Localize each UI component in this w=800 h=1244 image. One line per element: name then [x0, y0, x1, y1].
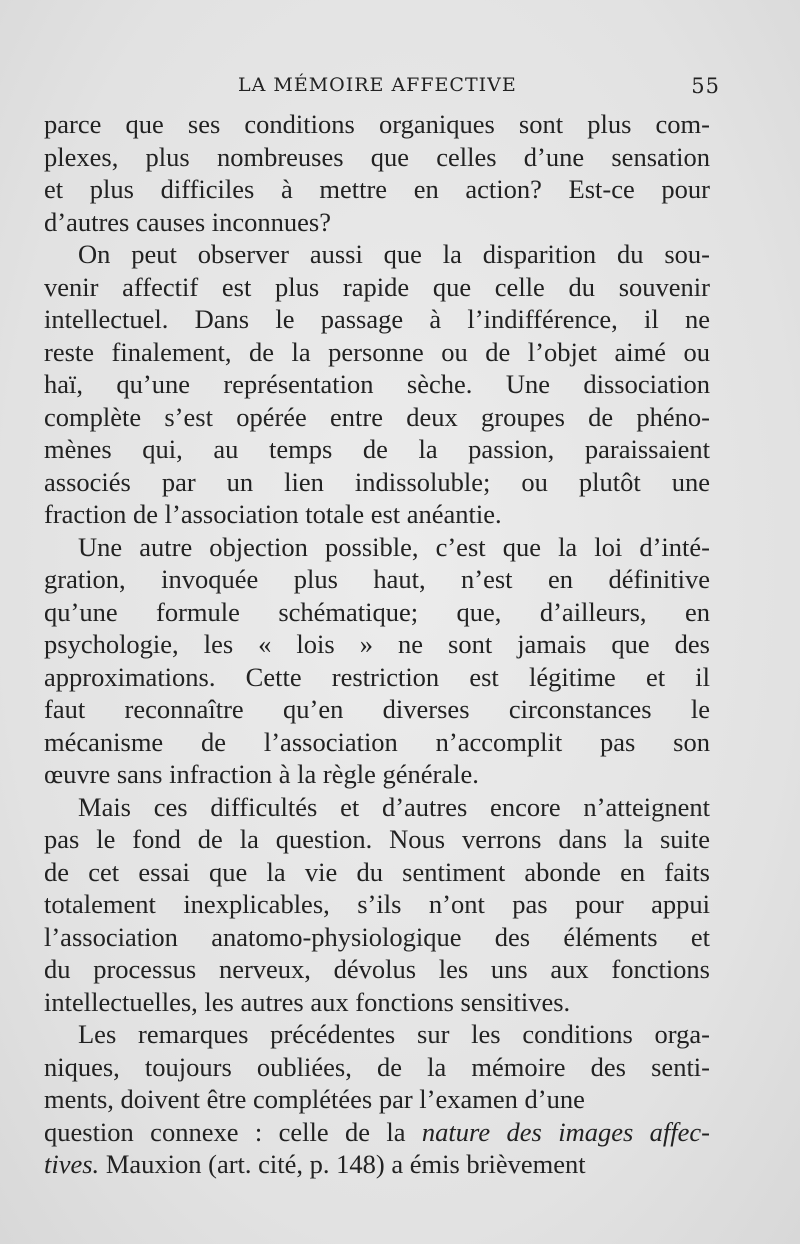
text-line: intellectuelles, les autres aux fonctions sensitives. [44, 986, 571, 1017]
paragraph [44, 791, 710, 1019]
text-line: associés par un lien indissoluble; ou plutôt une [44, 466, 710, 497]
text-line: On peut observer aussi que la disparition du sou- [78, 239, 710, 269]
text-line: haï, qu’une représentation sèche. Une dissociation [44, 369, 710, 399]
text-line: faut reconnaître qu’en diverses circonstances le [44, 694, 710, 724]
text-line: fraction de l’association totale est anéantie. [44, 499, 502, 529]
text-line: de cet essai que la vie du sentiment abonde en faits [44, 856, 710, 887]
text-line: pas le fond de la question. Nous verrons dans la suite [44, 824, 710, 854]
text-line: Les remarques précédentes sur les conditions orga- [78, 1019, 710, 1049]
text-line: et plus difficiles à mettre en action? Est-ce pour [44, 174, 710, 204]
text-segment: Mauxion (art. cité, p. 148) a émis brièvement [99, 1149, 586, 1179]
italic-text-segment: nature des images affec- [421, 1116, 710, 1147]
paragraph [44, 1018, 710, 1116]
text-line: mécanisme de l’association n’accomplit pas son [44, 726, 710, 757]
italic-text-segment: tives. [44, 1149, 100, 1179]
text-line: niques, toujours oubliées, de la mémoire des senti- [44, 1051, 710, 1082]
page-number: 55 [691, 74, 720, 98]
text-line: Une autre objection possible, c’est que la loi d’inté- [78, 531, 710, 562]
body-text [44, 108, 710, 1181]
paragraph [44, 531, 710, 791]
text-line: approximations. Cette restriction est légitime et il [44, 661, 710, 692]
text-line: complète s’est opérée entre deux groupes de phéno- [44, 401, 710, 432]
text-line: qu’une formule schématique; que, d’ailleurs, en [44, 596, 710, 627]
text-line: plexes, plus nombreuses que celles d’une sensation [44, 141, 710, 172]
running-head-title: LA MÉMOIRE AFFECTIVE [238, 74, 517, 96]
paragraphs [44, 108, 710, 1116]
paragraph [44, 238, 710, 531]
text-line: psychologie, les « lois » ne sont jamais que des [44, 629, 710, 659]
text-line: intellectuel. Dans le passage à l’indifférence, il ne [44, 304, 710, 334]
text-line: venir affectif est plus rapide que celle du souvenir [44, 271, 710, 302]
text-line: d’autres causes inconnues? [44, 206, 331, 237]
text-line: œuvre sans infraction à la règle générale. [44, 759, 479, 789]
text-line: l’association anatomo-physiologique des éléments et [44, 921, 710, 952]
text-line: mènes qui, au temps de la passion, paraissaient [44, 434, 710, 464]
paragraph-continuation [44, 1116, 710, 1181]
running-head [40, 68, 720, 98]
text-segment: question connexe : celle de la [44, 1116, 422, 1147]
text-line: ments, doivent être complétées par l’examen d’une [44, 1084, 585, 1114]
paragraph [44, 108, 710, 238]
text-line: parce que ses conditions organiques sont plus com- [44, 109, 710, 139]
text-line: reste finalement, de la personne ou de l’objet aimé ou [44, 336, 710, 367]
text-line: totalement inexplicables, s’ils n’ont pas pour appui [44, 889, 710, 919]
text-line [44, 1148, 710, 1181]
text-line: gration, invoquée plus haut, n’est en définitive [44, 564, 710, 594]
text-line: du processus nerveux, dévolus les uns aux fonctions [44, 954, 710, 984]
text-line: Mais ces difficultés et d’autres encore n’atteignent [78, 791, 710, 822]
text-line [44, 1116, 710, 1149]
